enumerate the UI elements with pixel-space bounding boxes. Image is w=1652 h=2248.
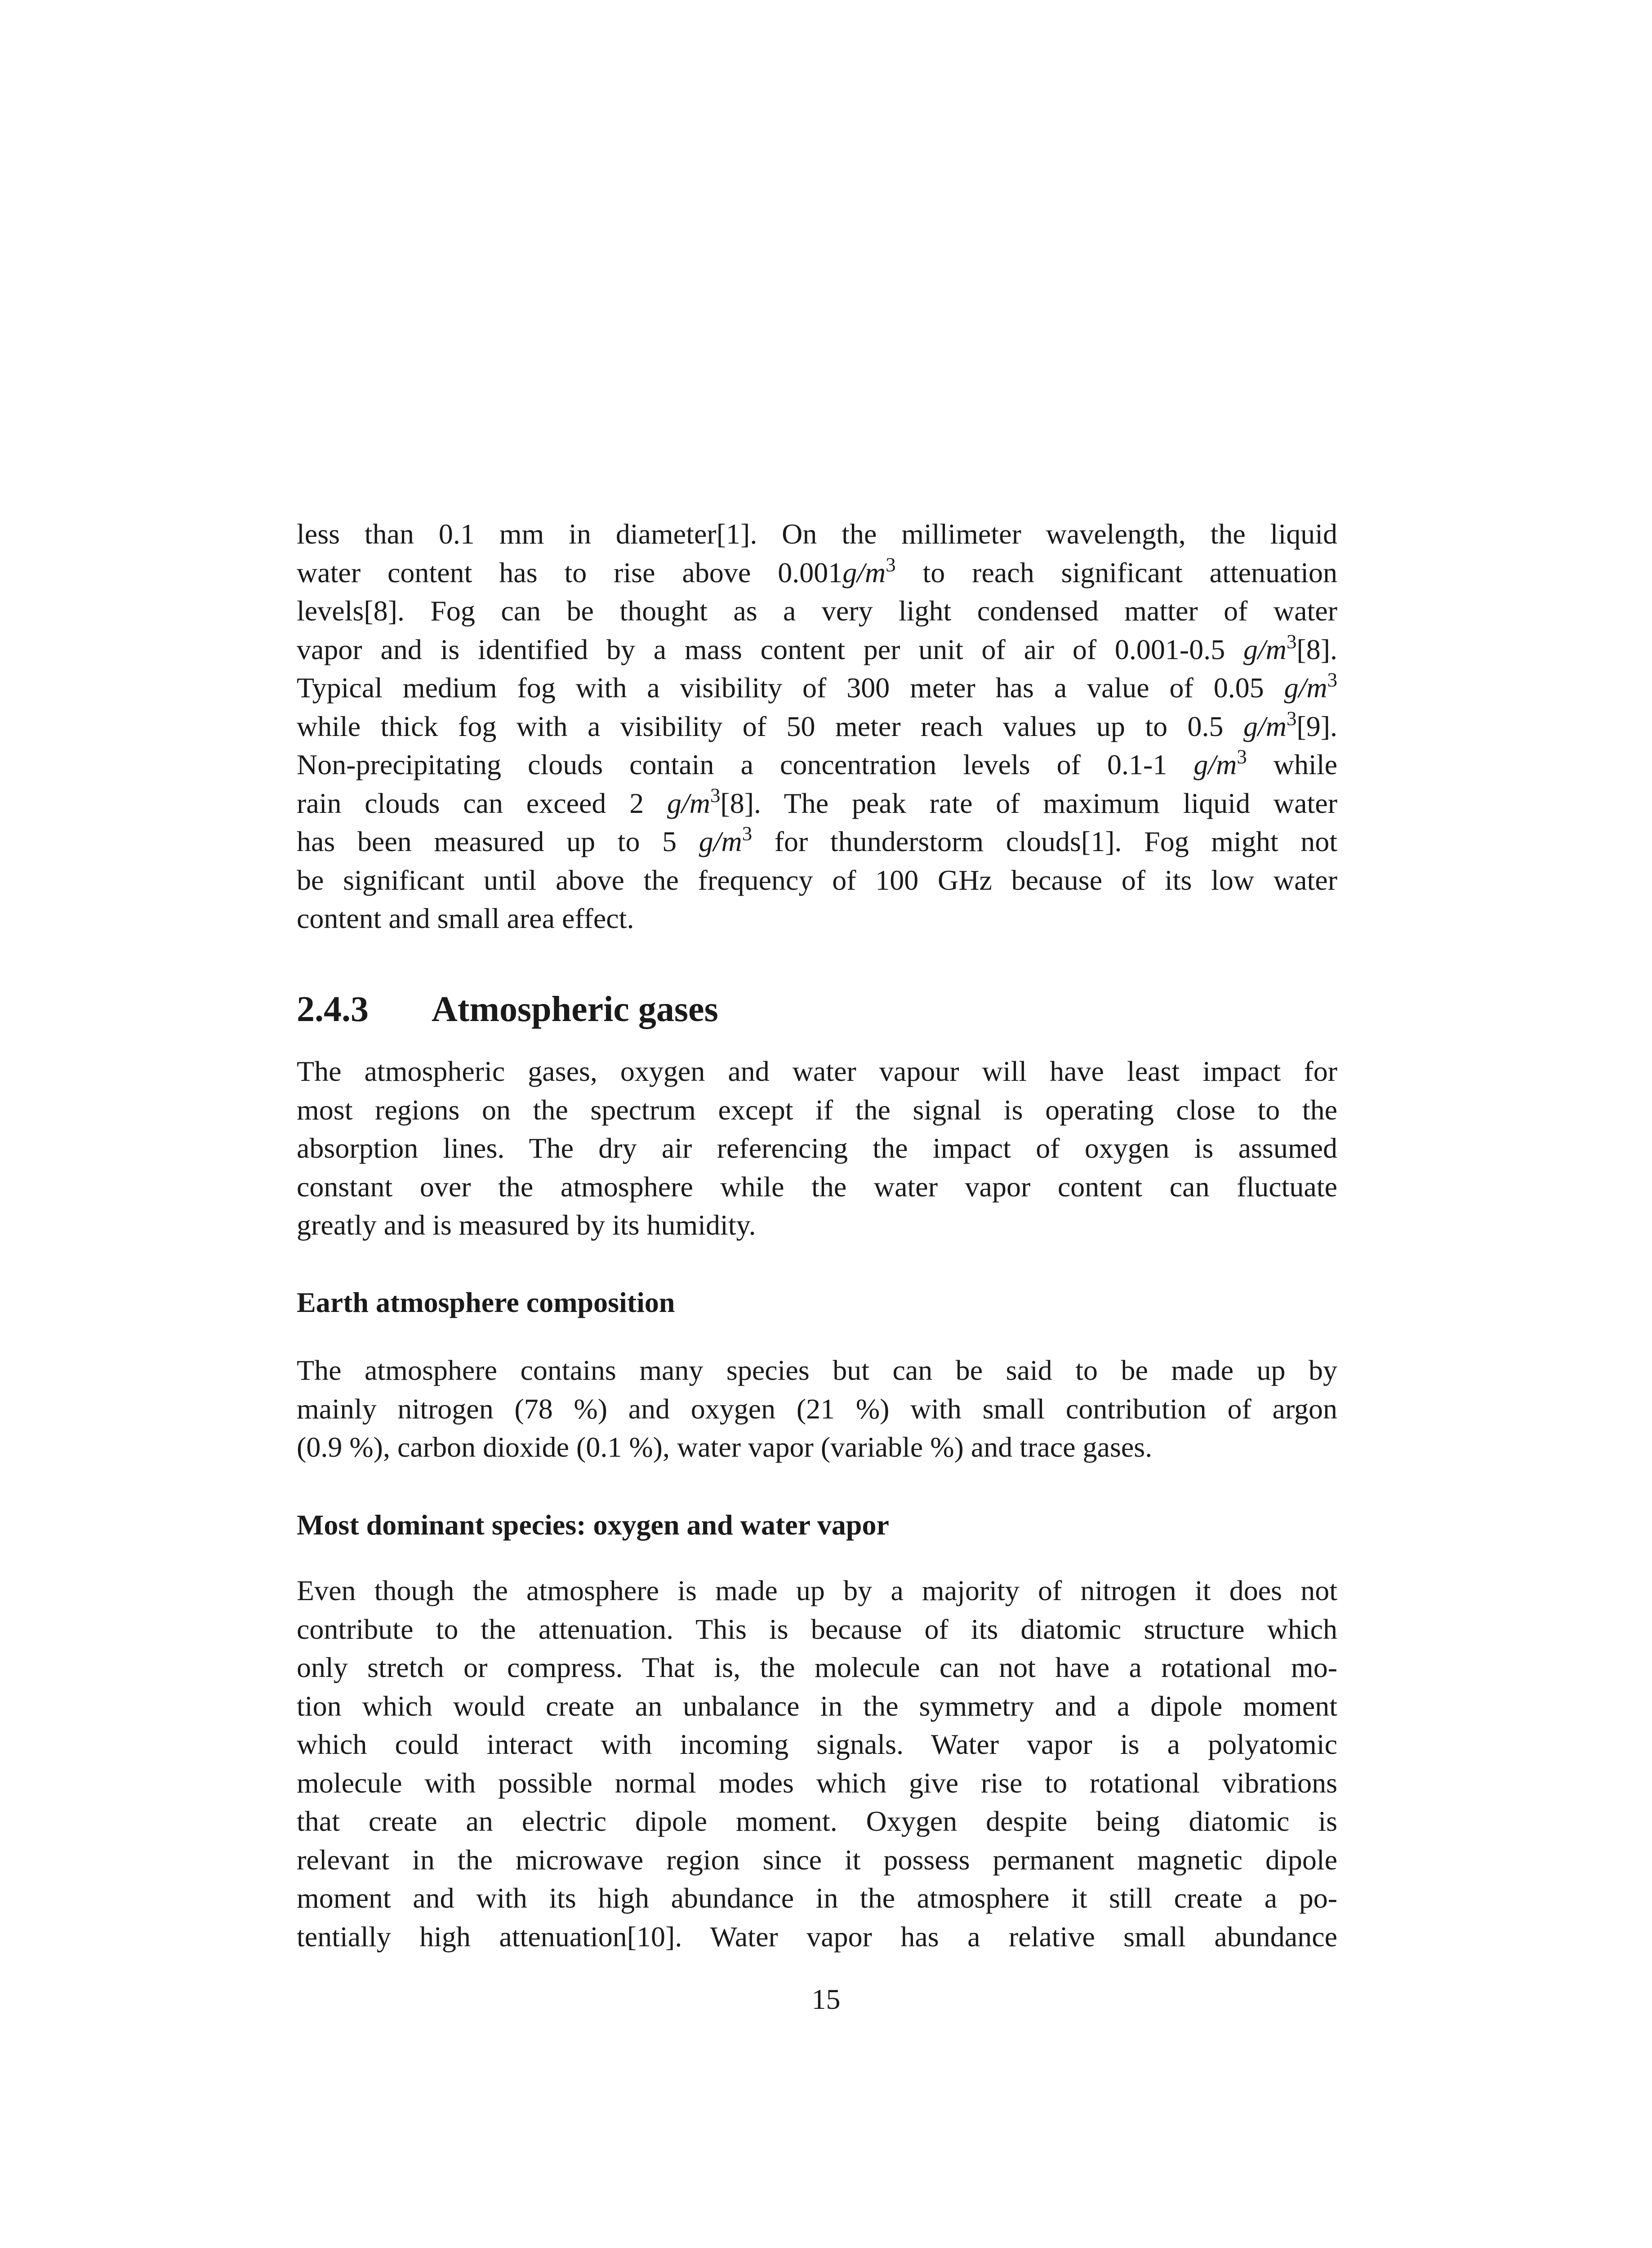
text-line: relevant in the microwave region since it possess permanent magnetic dipole [297, 1843, 1337, 1876]
text-line: has been measured up to 5 $g/m^3$ for thunderstorm clouds[1]. Fog might not [297, 822, 1337, 857]
text-line: tentially high attenuation[10]. Water vapor has a relative small abundance [297, 1920, 1337, 1953]
section-heading [297, 989, 718, 1030]
text-line: The atmospheric gases, oxygen and water vapour will have least impact for [297, 1055, 1337, 1087]
text-line: greatly and is measured by its humidity. [297, 1209, 756, 1241]
text-line: rain clouds can exceed 2 $g/m^3[8]$. The peak rate of maximum liquid water [297, 783, 1337, 819]
text-line: which could interact with incoming signals. Water vapor is a polyatomic [297, 1728, 1337, 1760]
text-line: Non-precipitating clouds contain a concentration levels of 0.1-1 $g/m^3$ while [297, 745, 1338, 781]
text-line: mainly nitrogen (78 %) and oxygen (21 %) with small contribution of argon [297, 1392, 1337, 1425]
text-line: content and small area effect. [297, 902, 634, 934]
text-line: only stretch or compress. That is, the molecule can not have a rotational mo- [297, 1651, 1337, 1683]
paragraph-fog-clouds [297, 515, 1337, 938]
paragraph-composition [297, 1351, 1337, 1467]
text-line: constant over the atmosphere while the water vapor content can fluctuate [297, 1170, 1337, 1203]
text-line: molecule with possible normal modes which give rise to rotational vibrations [297, 1766, 1337, 1799]
text-line: less than 0.1 mm in diameter[1]. On the millimeter wavelength, the liquid [297, 518, 1337, 550]
text-line: most regions on the spectrum except if the signal is operating close to the [297, 1093, 1337, 1126]
text-line: levels[8]. Fog can be thought as a very light condensed matter of water [297, 595, 1337, 627]
text-line: (0.9 %), carbon dioxide (0.1 %), water vapor (variable %) and trace gases. [297, 1431, 1153, 1463]
text-line: that create an electric dipole moment. Oxygen despite being diatomic is [297, 1805, 1337, 1837]
text-line: contribute to the attenuation. This is because of its diatomic structure which [297, 1613, 1337, 1645]
text-line: Typical medium fog with a visibility of 300 meter has a value of 0.05 $g/m^3$ [297, 668, 1337, 704]
subsection-heading-dominant-species: Most dominant species: oxygen and water vapor [297, 1509, 889, 1541]
text-line: absorption lines. The dry air referencing the impact of oxygen is assumed [297, 1132, 1337, 1164]
text-line: Even though the atmosphere is made up by a majority of nitrogen it does not [297, 1574, 1337, 1606]
text-line: tion which would create an unbalance in the symmetry and a dipole moment [297, 1690, 1337, 1722]
text-line: The atmosphere contains many species but can be said to be made up by [297, 1354, 1337, 1386]
text-line: while thick fog with a visibility of 50 meter reach values up to 0.5 $g/m^3[9]$. [297, 706, 1337, 742]
text-line: be significant until above the frequency of 100 GHz because of its low water [297, 864, 1337, 896]
section-number: 2.4.3 [297, 990, 369, 1029]
text-line: vapor and is identified by a mass content per unit of air of 0.001-0.5 $g/m^3[8]$. [297, 629, 1337, 665]
paragraph-atmospheric-gases [297, 1052, 1337, 1244]
text-line: water content has to rise above $0.001g/m^3$ to reach significant attenuation [297, 553, 1338, 589]
section-title: Atmospheric gases [432, 990, 718, 1029]
text-line: moment and with its high abundance in the atmosphere it still create a po- [297, 1882, 1337, 1914]
paragraph-dominant-species [297, 1571, 1337, 1956]
page-number: 15 [811, 1983, 841, 2015]
subsection-heading-composition: Earth atmosphere composition [297, 1286, 675, 1318]
